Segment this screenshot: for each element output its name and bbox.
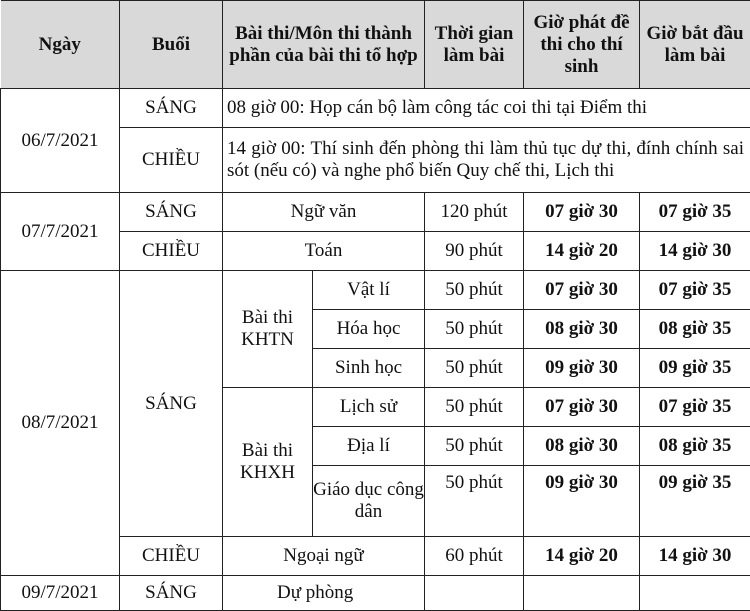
start-time-cell bbox=[640, 576, 750, 611]
group-cell: Bài thi KHXH bbox=[223, 388, 313, 537]
start-time-cell: 07 giờ 35 bbox=[640, 388, 750, 427]
subject-cell: Giáo dục công dân bbox=[313, 466, 425, 537]
subject-cell: Dự phòng bbox=[223, 576, 425, 611]
duration-cell: 90 phút bbox=[425, 232, 524, 271]
distribution-time-cell: 14 giờ 20 bbox=[524, 537, 640, 576]
duration-cell: 50 phút bbox=[425, 310, 524, 349]
subject-cell: Ngoại ngữ bbox=[223, 537, 425, 576]
duration-cell: 60 phút bbox=[425, 537, 524, 576]
distribution-time-cell bbox=[524, 576, 640, 611]
duration-cell bbox=[425, 576, 524, 611]
distribution-time-cell: 07 giờ 30 bbox=[524, 193, 640, 232]
duration-cell: 50 phút bbox=[425, 271, 524, 310]
date-cell: 07/7/2021 bbox=[1, 193, 120, 271]
notice-cell: 14 giờ 00: Thí sinh đến phòng thi làm thủ tục dự thi, đính chính sai sót (nếu có) và nghe phổ biến Quy chế thi, Lịch thi bbox=[223, 128, 750, 193]
date-cell: 08/7/2021 bbox=[1, 271, 120, 576]
distribution-time-cell: 08 giờ 30 bbox=[524, 427, 640, 466]
start-time-cell: 08 giờ 35 bbox=[640, 427, 750, 466]
table-row bbox=[1, 89, 750, 128]
start-time-cell: 09 giờ 35 bbox=[640, 349, 750, 388]
session-cell: SÁNG bbox=[120, 576, 223, 611]
subject-cell: Vật lí bbox=[313, 271, 425, 310]
table-row bbox=[1, 576, 750, 611]
distribution-time-cell: 14 giờ 20 bbox=[524, 232, 640, 271]
session-cell: CHIỀU bbox=[120, 128, 223, 193]
duration-cell: 50 phút bbox=[425, 388, 524, 427]
distribution-time-cell: 07 giờ 30 bbox=[524, 271, 640, 310]
date-cell: 06/7/2021 bbox=[1, 89, 120, 193]
start-time-cell: 14 giờ 30 bbox=[640, 232, 750, 271]
header-subject: Bài thi/Môn thi thành phần của bài thi tổ hợp bbox=[223, 1, 425, 89]
subject-cell: Hóa học bbox=[313, 310, 425, 349]
duration-cell: 50 phút bbox=[425, 349, 524, 388]
notice-cell: 08 giờ 00: Họp cán bộ làm công tác coi thi tại Điểm thi bbox=[223, 89, 750, 128]
session-cell: SÁNG bbox=[120, 193, 223, 232]
subject-cell: Sinh học bbox=[313, 349, 425, 388]
date-cell: 09/7/2021 bbox=[1, 576, 120, 611]
table-row bbox=[1, 193, 750, 232]
subject-cell: Địa lí bbox=[313, 427, 425, 466]
subject-cell: Lịch sử bbox=[313, 388, 425, 427]
subject-cell: Toán bbox=[223, 232, 425, 271]
start-time-cell: 08 giờ 35 bbox=[640, 310, 750, 349]
subject-cell: Ngữ văn bbox=[223, 193, 425, 232]
header-session: Buổi bbox=[120, 1, 223, 89]
duration-cell: 50 phút bbox=[425, 466, 524, 537]
duration-cell: 120 phút bbox=[425, 193, 524, 232]
start-time-cell: 07 giờ 35 bbox=[640, 271, 750, 310]
header-start-time: Giờ bắt đầu làm bài bbox=[640, 1, 750, 89]
header-date: Ngày bbox=[1, 1, 120, 89]
group-cell: Bài thi KHTN bbox=[223, 271, 313, 388]
session-cell: CHIỀU bbox=[120, 537, 223, 576]
header-duration: Thời gian làm bài bbox=[425, 1, 524, 89]
distribution-time-cell: 09 giờ 30 bbox=[524, 466, 640, 537]
duration-cell: 50 phút bbox=[425, 427, 524, 466]
start-time-cell: 14 giờ 30 bbox=[640, 537, 750, 576]
session-cell: SÁNG bbox=[120, 89, 223, 128]
session-cell: SÁNG bbox=[120, 271, 223, 537]
distribution-time-cell: 09 giờ 30 bbox=[524, 349, 640, 388]
header-row bbox=[1, 1, 750, 89]
distribution-time-cell: 07 giờ 30 bbox=[524, 388, 640, 427]
start-time-cell: 09 giờ 35 bbox=[640, 466, 750, 537]
distribution-time-cell: 08 giờ 30 bbox=[524, 310, 640, 349]
header-distribution-time: Giờ phát đề thi cho thí sinh bbox=[524, 1, 640, 89]
start-time-cell: 07 giờ 35 bbox=[640, 193, 750, 232]
session-cell: CHIỀU bbox=[120, 232, 223, 271]
table-row bbox=[1, 271, 750, 310]
